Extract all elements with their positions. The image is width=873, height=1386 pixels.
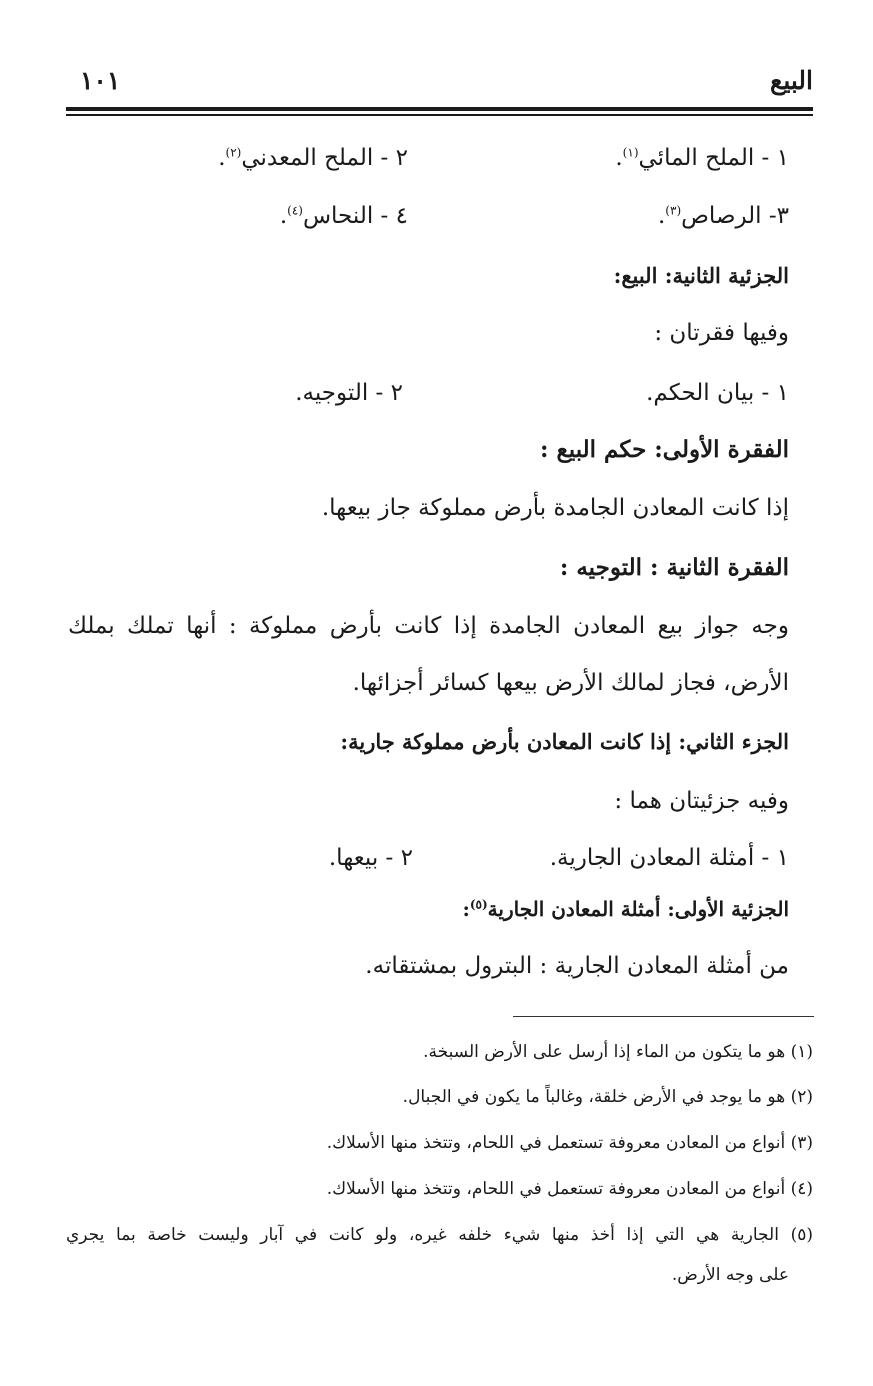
footnote-5-line-2: على وجه الأرض. (671, 1265, 789, 1285)
list-item: ١ - بيان الحكم. (646, 380, 789, 406)
list-item: ٢ - التوجيه. (295, 380, 403, 406)
paragraph-line: وجه جواز بيع المعادن الجامدة إذا كانت بأرض مملوكة : أنها تملك بملك (68, 613, 789, 639)
list-item-copper: ٤ - النحاس$^{(٤)}$. (279, 203, 408, 229)
section-heading: الجزء الثاني: إذا كانت المعادن بأرض مملوكة جارية: (340, 729, 789, 754)
footnote-ref: (٤) (287, 203, 303, 218)
page-number: ١٠١ (80, 66, 121, 95)
header-rule-thick (66, 107, 813, 111)
running-header-title: البيع (770, 66, 813, 95)
paragraph-line: الأرض، فجاز لمالك الأرض بيعها كسائر أجزائها. (352, 670, 789, 696)
footnote-ref: (١) (622, 145, 639, 160)
footnote-2: (٢) هو ما يوجد في الأرض خلقة، وغالباً ما يكون في الجبال. (402, 1087, 813, 1107)
list-item-text: ٣- الرصاص (681, 203, 789, 229)
paragraph: إذا كانت المعادن الجامدة بأرض مملوكة جاز بيعها. (321, 495, 789, 521)
footnote-ref: (٥) (469, 897, 488, 912)
footnote-4: (٤) أنواع من المعادن معروفة تستعمل في اللحام، وتتخذ منها الأسلاك. (326, 1179, 813, 1199)
header-rule-thin (66, 114, 813, 116)
list-item-salt-water: ١ - الملح المائي$^{(١)}$. (615, 145, 789, 171)
section-heading: الفقرة الثانية : التوجيه : (559, 554, 789, 581)
footnote-3: (٣) أنواع من المعادن معروفة تستعمل في اللحام، وتتخذ منها الأسلاك. (326, 1133, 813, 1153)
paragraph: من أمثلة المعادن الجارية : البترول بمشتقاته. (365, 953, 789, 979)
list-item: ١ - أمثلة المعادن الجارية. (549, 845, 789, 871)
heading-colon: : (462, 897, 470, 921)
footnote-5-line-1: (٥) الجارية هي التي إذا أخذ منها شيء خلفه غيره، ولو كانت في آبار وليست خاصة بما يجري (66, 1225, 813, 1245)
section-heading (462, 897, 789, 921)
list-item-text: ٤ - النحاس (302, 203, 408, 229)
list-item-salt-mineral: ٢ - الملح المعدني$^{(٢)}$. (218, 145, 408, 171)
list-item-lead: ٣- الرصاص$^{(٣)}$. (657, 203, 789, 229)
section-heading: الفقرة الأولى: حكم البيع : (540, 436, 789, 463)
section-heading: الجزئية الثانية: البيع: (613, 263, 789, 288)
footnote-1: (١) هو ما يتكون من الماء إذا أرسل على الأرض السبخة. (423, 1042, 813, 1062)
heading-text: الجزئية الأولى: أمثلة المعادن الجارية (487, 897, 789, 921)
paragraph: وفيها فقرتان : (654, 320, 789, 346)
footnote-separator (513, 1016, 814, 1017)
list-item-text: ١ - الملح المائي (638, 145, 789, 171)
list-item: ٢ - بيعها. (328, 845, 413, 871)
paragraph: وفيه جزئيتان هما : (614, 788, 789, 814)
list-item-text: ٢ - الملح المعدني (241, 145, 408, 171)
footnote-ref: (٢) (225, 145, 242, 160)
footnote-ref: (٣) (665, 203, 682, 218)
